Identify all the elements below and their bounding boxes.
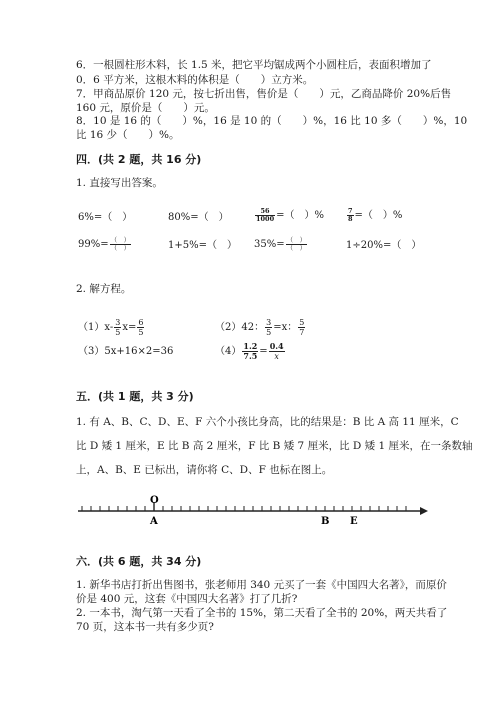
q7-line-2: 160 元，原价是（ ）元。	[76, 102, 215, 114]
q8-line-2: 比 16 少（ ）%。	[76, 129, 180, 141]
section-5-line-2: 比 D 矮 1 厘米，E 比 B 高 2 厘米，F 比 B 矮 7 厘米，比 D 矮 1 厘米，在一条数轴	[76, 440, 473, 452]
equation-1: （1）x- $\frac{3}{5}$ x= $\frac{6}{5}$	[78, 318, 144, 337]
calc-35-percent: 35%= $\frac{( )}{( )}$	[254, 236, 307, 252]
section-6-title: 六．(共 6 题，共 34 分)	[76, 555, 202, 568]
equation-3: （3）5x+16×2=36	[78, 346, 174, 357]
calc-1-div-20-percent: 1÷20%=（ ）	[346, 240, 422, 251]
calc-7-over-8: $\frac{7}{8}$ =（ ）%	[348, 207, 403, 223]
section-4-p2: 2. 解方程。	[76, 283, 132, 295]
point-a-label: A	[150, 516, 158, 527]
section-5-title: 五．(共 1 题，共 3 分)	[76, 390, 194, 403]
q8-line-1: 8．10 是 16 的（ ）%，16 是 10 的（ ）%，16 比 10 多（ ）%，10	[76, 115, 468, 127]
calc-56-over-1000: $\frac{56}{1000}$ =（ ）%	[256, 207, 324, 223]
calc-1-plus-5-percent: 1+5%=（ ）	[168, 240, 237, 251]
section-6-line-2: 价是 400 元，这套《中国四大名著》打了几折?	[76, 593, 298, 605]
section-4-title: 四．(共 2 题，共 16 分)	[76, 153, 202, 166]
point-b-label: B	[321, 516, 330, 527]
q7-line-1: 7．甲商品原价 120 元，按七折出售，售价是（ ）元，乙商品降价 20%后售	[76, 88, 452, 100]
calc-80-percent: 80%=（ ）	[168, 212, 229, 223]
number-line	[0, 490, 500, 530]
section-6-line-1: 1. 新华书店打折出售图书，张老师用 340 元买了一套《中国四大名著》，而原价	[76, 579, 447, 591]
section-5-line-3: 上，A、B、E 已标出，请你将 C、D、F 也标在图上。	[76, 464, 333, 476]
equation-4: （4） $\frac{1.2}{7.5}$ = $\frac{0.4}{x}$	[215, 341, 284, 361]
q6-line-1: 6．一根圆柱形木料，长 1.5 米，把它平均锯成两个小圆柱后，表面积增加了	[76, 59, 432, 71]
calc-99-percent: 99%= $\frac{( )}{( )}$	[78, 236, 131, 252]
section-4-p1: 1. 直接写出答案。	[76, 177, 163, 189]
number-line-arrow	[420, 507, 428, 515]
q6-line-2: 0．6 平方米，这根木料的体积是（ ）立方米。	[76, 74, 314, 86]
equation-2: （2）42： $\frac{3}{5}$ =x： $\frac{5}{7}$	[215, 318, 305, 337]
section-6-line-4: 70 页，这本书一共有多少页?	[76, 621, 214, 633]
point-e-label: E	[350, 516, 358, 527]
section-5-line-1: 1. 有 A、B、C、D、E、F 六个小孩比身高，比的结果是：B 比 A 高 11 厘米，C	[76, 416, 459, 428]
section-6-line-3: 2. 一本书，淘气第一天看了全书的 15%，第二天看了全书的 20%，两天共看了	[76, 607, 448, 619]
origin-label: O	[150, 495, 159, 506]
calc-6-percent: 6%=（ ）	[78, 212, 133, 223]
